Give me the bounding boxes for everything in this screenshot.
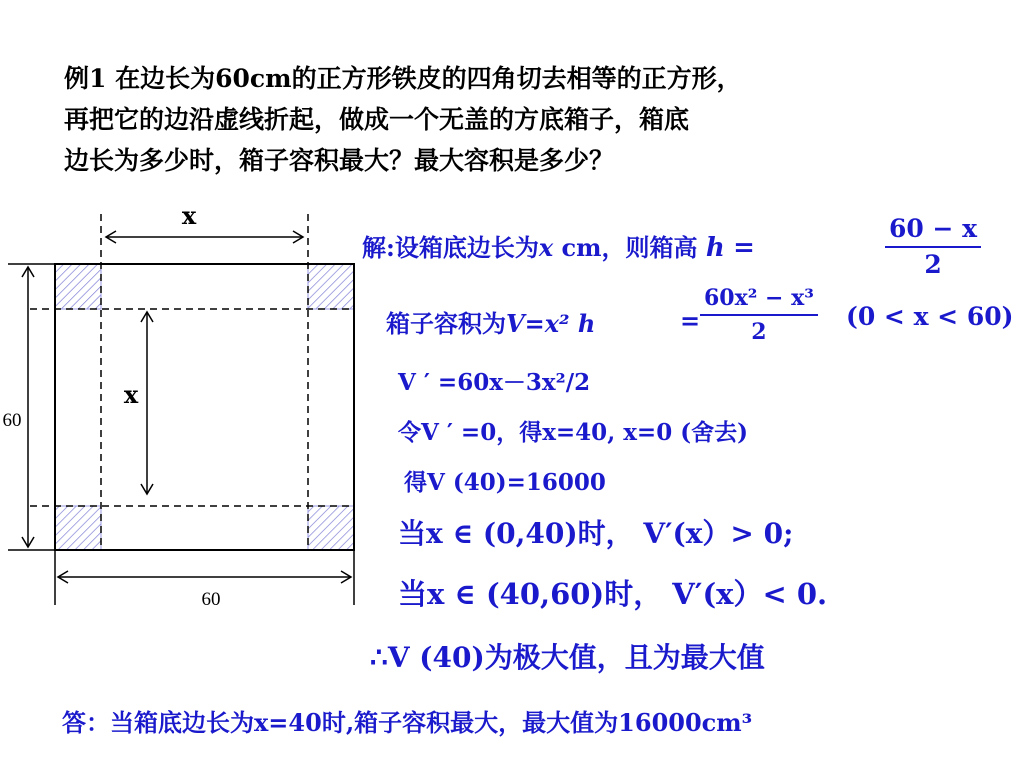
derivative: V ′ =60x－3x²/2: [398, 369, 591, 396]
volume-eq: =: [680, 306, 701, 335]
domain: (0 < x < 60): [846, 302, 1014, 331]
increasing-interval: 当x ∈ (0,40)时， V′(x）> 0;: [398, 517, 794, 550]
box-net-figure: [0, 200, 370, 615]
problem-line-2: 再把它的边沿虚线折起，做成一个无盖的方底箱子，箱底: [64, 105, 690, 134]
bottom-side-label: 60: [201, 589, 221, 610]
volume-fraction: $\frac{\text{60x² − x³}}{2}$: [700, 282, 818, 348]
problem-line-1: 例1 在边长为60cm的正方形铁皮的四角切去相等的正方形，: [64, 64, 742, 93]
top-dimension-arrow: [106, 231, 303, 243]
corner-square-top-left: [55, 264, 101, 309]
left-side-label: 60: [2, 410, 22, 431]
solution-setup: 解:设箱底边长为x cm，则箱高 h =: [362, 233, 755, 263]
height-fraction: $\frac{60 - x}{2}$: [885, 212, 981, 282]
inner-dimension-arrow: [141, 312, 153, 494]
extension-lines: [8, 264, 354, 605]
corner-square-bottom-left: [55, 506, 101, 550]
conclusion: ∴V (40)为极大值，且为最大值: [370, 641, 765, 674]
corner-square-top-right: [308, 264, 354, 309]
decreasing-interval: 当x ∈ (40,60)时， V′(x）< 0.: [398, 577, 828, 611]
max-value: 得V (40)=16000: [404, 469, 606, 496]
bottom-dimension-arrow: [58, 571, 351, 583]
corner-square-bottom-right: [308, 506, 354, 550]
final-answer: 答：当箱底边长为x=40时,箱子容积最大，最大值为16000cm³: [62, 708, 753, 737]
top-x-label: x: [181, 201, 197, 230]
critical-points: 令V ′ =0，得x=40, x=0 (舍去): [398, 419, 748, 446]
problem-line-3: 边长为多少时，箱子容积最大？最大容积是多少？: [64, 146, 615, 175]
inner-x-label: x: [123, 380, 139, 409]
volume-setup: 箱子容积为V=x² h: [386, 309, 596, 338]
problem-statement: [64, 58, 984, 181]
